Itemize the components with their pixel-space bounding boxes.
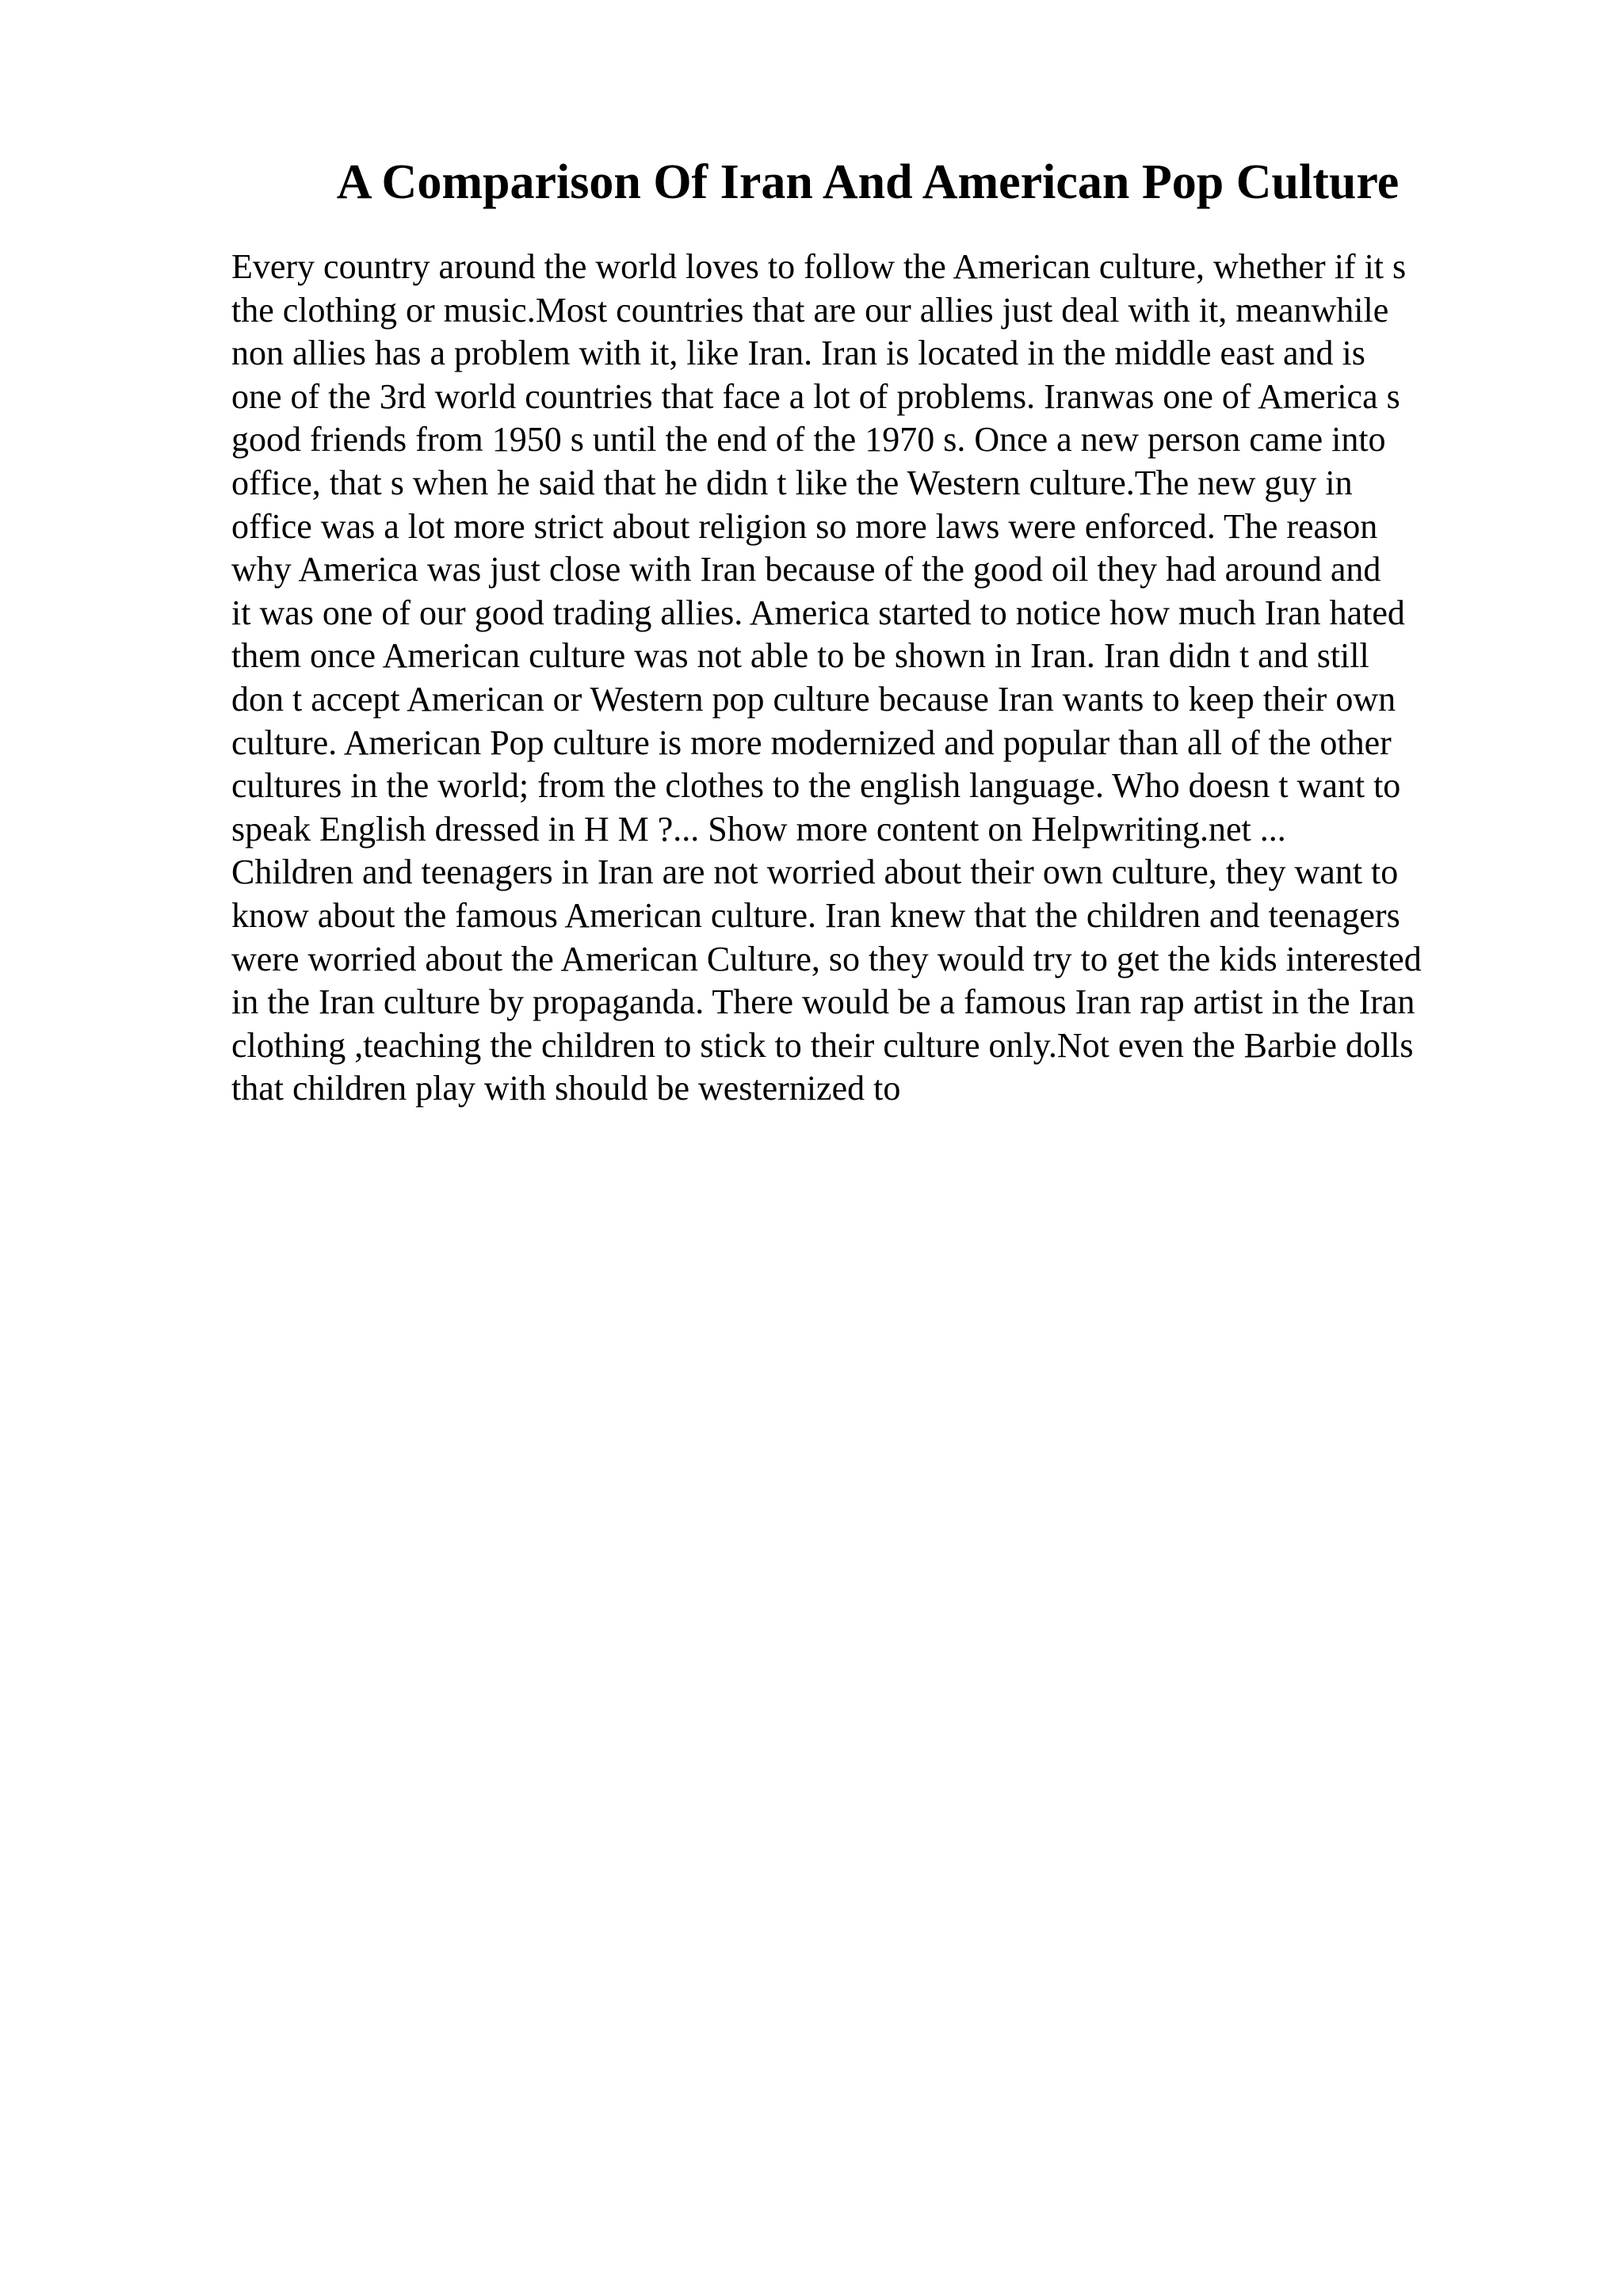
body-line: culture. American Pop culture is more modernized and popular than all of the other [231,723,1392,762]
body-line: office was a lot more strict about religion so more laws were enforced. The reason [231,506,1378,546]
body-line: good friends from 1950 s until the end of the 1970 s. Once a new person came into [231,420,1386,460]
body-line: office, that s when he said that he didn t like the Western culture.The new guy in [231,463,1353,502]
body-line: why America was just close with Iran because of the good oil they had around and [231,550,1381,589]
body-line: Every country around the world loves to follow the American culture, whether if it s [231,247,1407,286]
body-line: Children and teenagers in Iran are not worried about their own culture, they want to [231,852,1399,892]
body-line: that children play with should be westernized to [231,1069,901,1108]
body-line: non allies has a problem with it, like Iran. Iran is located in the middle east and is [231,334,1365,373]
body-line: one of the 3rd world countries that face a lot of problems. Iranwas one of America s [231,376,1400,416]
document-title: A Comparison Of Iran And American Pop Culture [336,155,1400,209]
body-line: know about the famous American culture. Iran knew that the children and teenagers [231,895,1400,935]
body-line: clothing ,teaching the children to stick to their culture only.Not even the Barbie dolls [231,1025,1414,1065]
body-line: were worried about the American Culture, so they would try to get the kids interested [231,939,1422,978]
body-line: cultures in the world; from the clothes to the english language. Who doesn t want to [231,766,1401,806]
body-line: it was one of our good trading allies. America started to notice how much Iran hated [231,593,1405,632]
body-line: in the Iran culture by propaganda. There would be a famous Iran rap artist in the Iran [231,982,1415,1022]
document-body [231,246,1515,1111]
body-line: them once American culture was not able to be shown in Iran. Iran didn t and still [231,636,1369,676]
body-line: the clothing or music.Most countries that are our allies just deal with it, meanwhile [231,290,1389,330]
body-line: speak English dressed in H M ?... Show more content on Helpwriting.net ... [231,809,1286,849]
body-line: don t accept American or Western pop culture because Iran wants to keep their own [231,679,1396,719]
